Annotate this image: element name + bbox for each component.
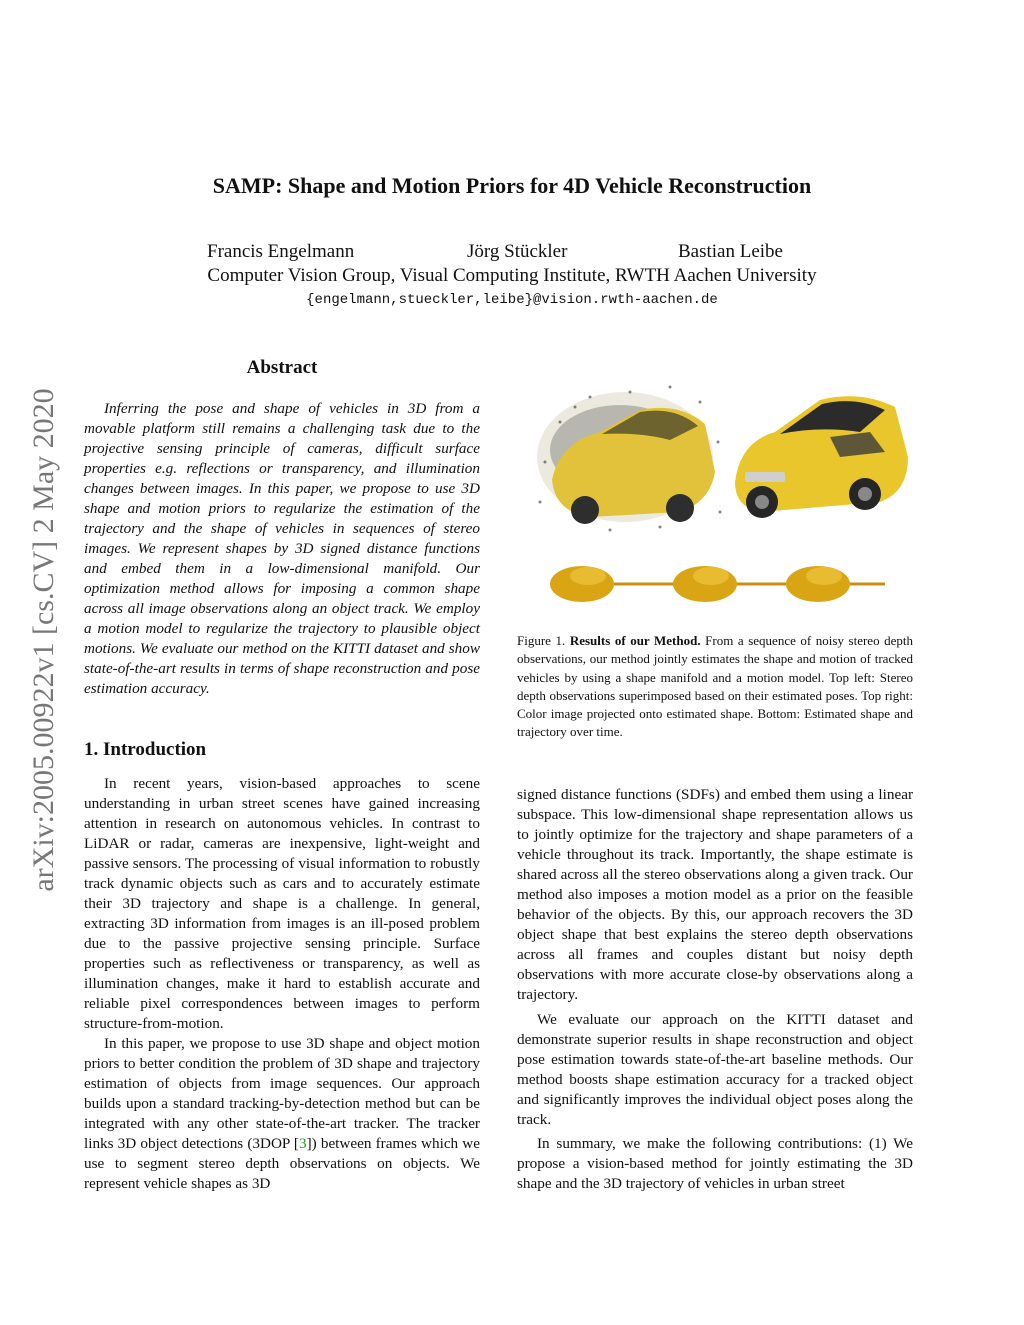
author-2: Jörg Stückler bbox=[467, 241, 568, 262]
figure-label: Figure 1. bbox=[517, 633, 566, 648]
figure-1-image bbox=[530, 362, 920, 612]
intro-paragraph-3: We evaluate our approach on the KITTI dataset and demonstrate superior results in shape reconstruction and object pose estimation towards state-of-the-art baseline methods. Our method boosts shape estimation accuracy for a tracked object and significantly improves the individual object poses along the track. bbox=[517, 1011, 913, 1128]
arxiv-stamp: arXiv:2005.00922v1 [cs.CV] 2 May 2020 bbox=[27, 388, 60, 892]
author-emails: {engelmann,stueckler,leibe}@vision.rwth-aachen.de bbox=[306, 292, 718, 308]
intro-paragraph-4: In summary, we make the following contributions: (1) We propose a vision-based method for jointly estimating the 3D shape and the 3D trajectory of vehicles in urban street bbox=[517, 1135, 913, 1192]
intro-paragraph-2 bbox=[84, 1034, 480, 1194]
intro-paragraph-2-tail: ]) between frames which we use to segment stereo depth observations on objects. We represent vehicle shapes as 3D bbox=[84, 1135, 481, 1192]
intro-paragraph-1: In recent years, vision-based approaches to scene understanding in urban street scenes have gained increasing attention in research on autonomous vehicles. In contrast to LiDAR or radar, cameras are inexpensive, light-weight and passive sensors. The processing of visual information to robustly track dynamic objects such as cars and to accurately estimate their 3D trajectory and shape is a challenge. In general, extracting 3D information from images is an ill-posed problem due to the passive projective sensing principle. Surface properties such as reflectiveness or transparency, as well as illumination changes, make it hard to establish accurate and reliable pixel correspondences between images to perform structure-from-motion. bbox=[84, 775, 480, 1032]
intro-heading: 1. Introduction bbox=[84, 739, 207, 760]
figure-caption-text: From a sequence of noisy stereo depth observations, our method jointly estimates the shape and motion of tracked vehicles by using a shape manifold and a motion model. Top left: Stereo depth observations superimposed based on their estimated poses. Top right: Color image projected onto estimated shape. Bottom: Estimated shape and trajectory over time. bbox=[517, 633, 914, 740]
noisy-point-cloud-car bbox=[537, 386, 722, 532]
figure-1-illustration bbox=[530, 362, 920, 612]
paper-title: SAMP: Shape and Motion Priors for 4D Vehicle Reconstruction bbox=[212, 173, 812, 198]
intro-paragraph-2-continued: signed distance functions (SDFs) and embed them using a linear subspace. This low-dimensional shape representation allows us to jointly optimize for the trajectory and shape parameters of a vehicle throughout its track. Importantly, the shape estimate is shared across all the stereo observations along a given track. Our method also imposes a motion model as a prior on the feasible behavior of the objects. By this, our approach recovers the 3D object shape that best explains the stereo depth observations across all frames and couples distant but noisy depth observations with more accurate close-by observations along a trajectory. bbox=[517, 786, 913, 1003]
abstract-heading: Abstract bbox=[246, 357, 318, 378]
affiliation: Computer Vision Group, Visual Computing Institute, RWTH Aachen University bbox=[207, 265, 817, 286]
textured-car-render bbox=[735, 396, 908, 518]
abstract-text: Inferring the pose and shape of vehicles in 3D from a movable platform still remains a challenging task due to the projective sensing principle of cameras, difficult surface properties e.g. reflections or transparency, and illumination changes between images. In this paper, we propose to use 3D shape and motion priors to regularize the estimation of the trajectory and the shape of vehicles in sequences of stereo images. We represent shapes by 3D signed distance functions and embed them in a low-dimensional manifold. Our optimization method allows for imposing a common shape across all image observations along an object track. We employ a motion model to regularize the trajectory to plausible object motions. We evaluate our method on the KITTI dataset and show state-of-the-art results in terms of shape reconstruction and pose estimation accuracy. bbox=[84, 400, 480, 697]
figure-caption-bold: Results of our Method. bbox=[569, 633, 701, 648]
author-1: Francis Engelmann bbox=[207, 241, 355, 262]
figure-1-caption bbox=[517, 632, 913, 742]
citation-link[interactable]: 3 bbox=[299, 1135, 307, 1152]
estimated-shapes-trajectory bbox=[550, 566, 885, 602]
author-3: Bastian Leibe bbox=[678, 241, 783, 262]
intro-paragraph-2-text: In this paper, we propose to use 3D shape and object motion priors to better condition the problem of 3D shape and trajectory estimation of objects from image sequences. Our approach builds upon a standard tracking-by-detection method but can be integrated with any other state-of-the-art tracker. The tracker links 3D object detections (3DOP [ bbox=[84, 1035, 480, 1152]
